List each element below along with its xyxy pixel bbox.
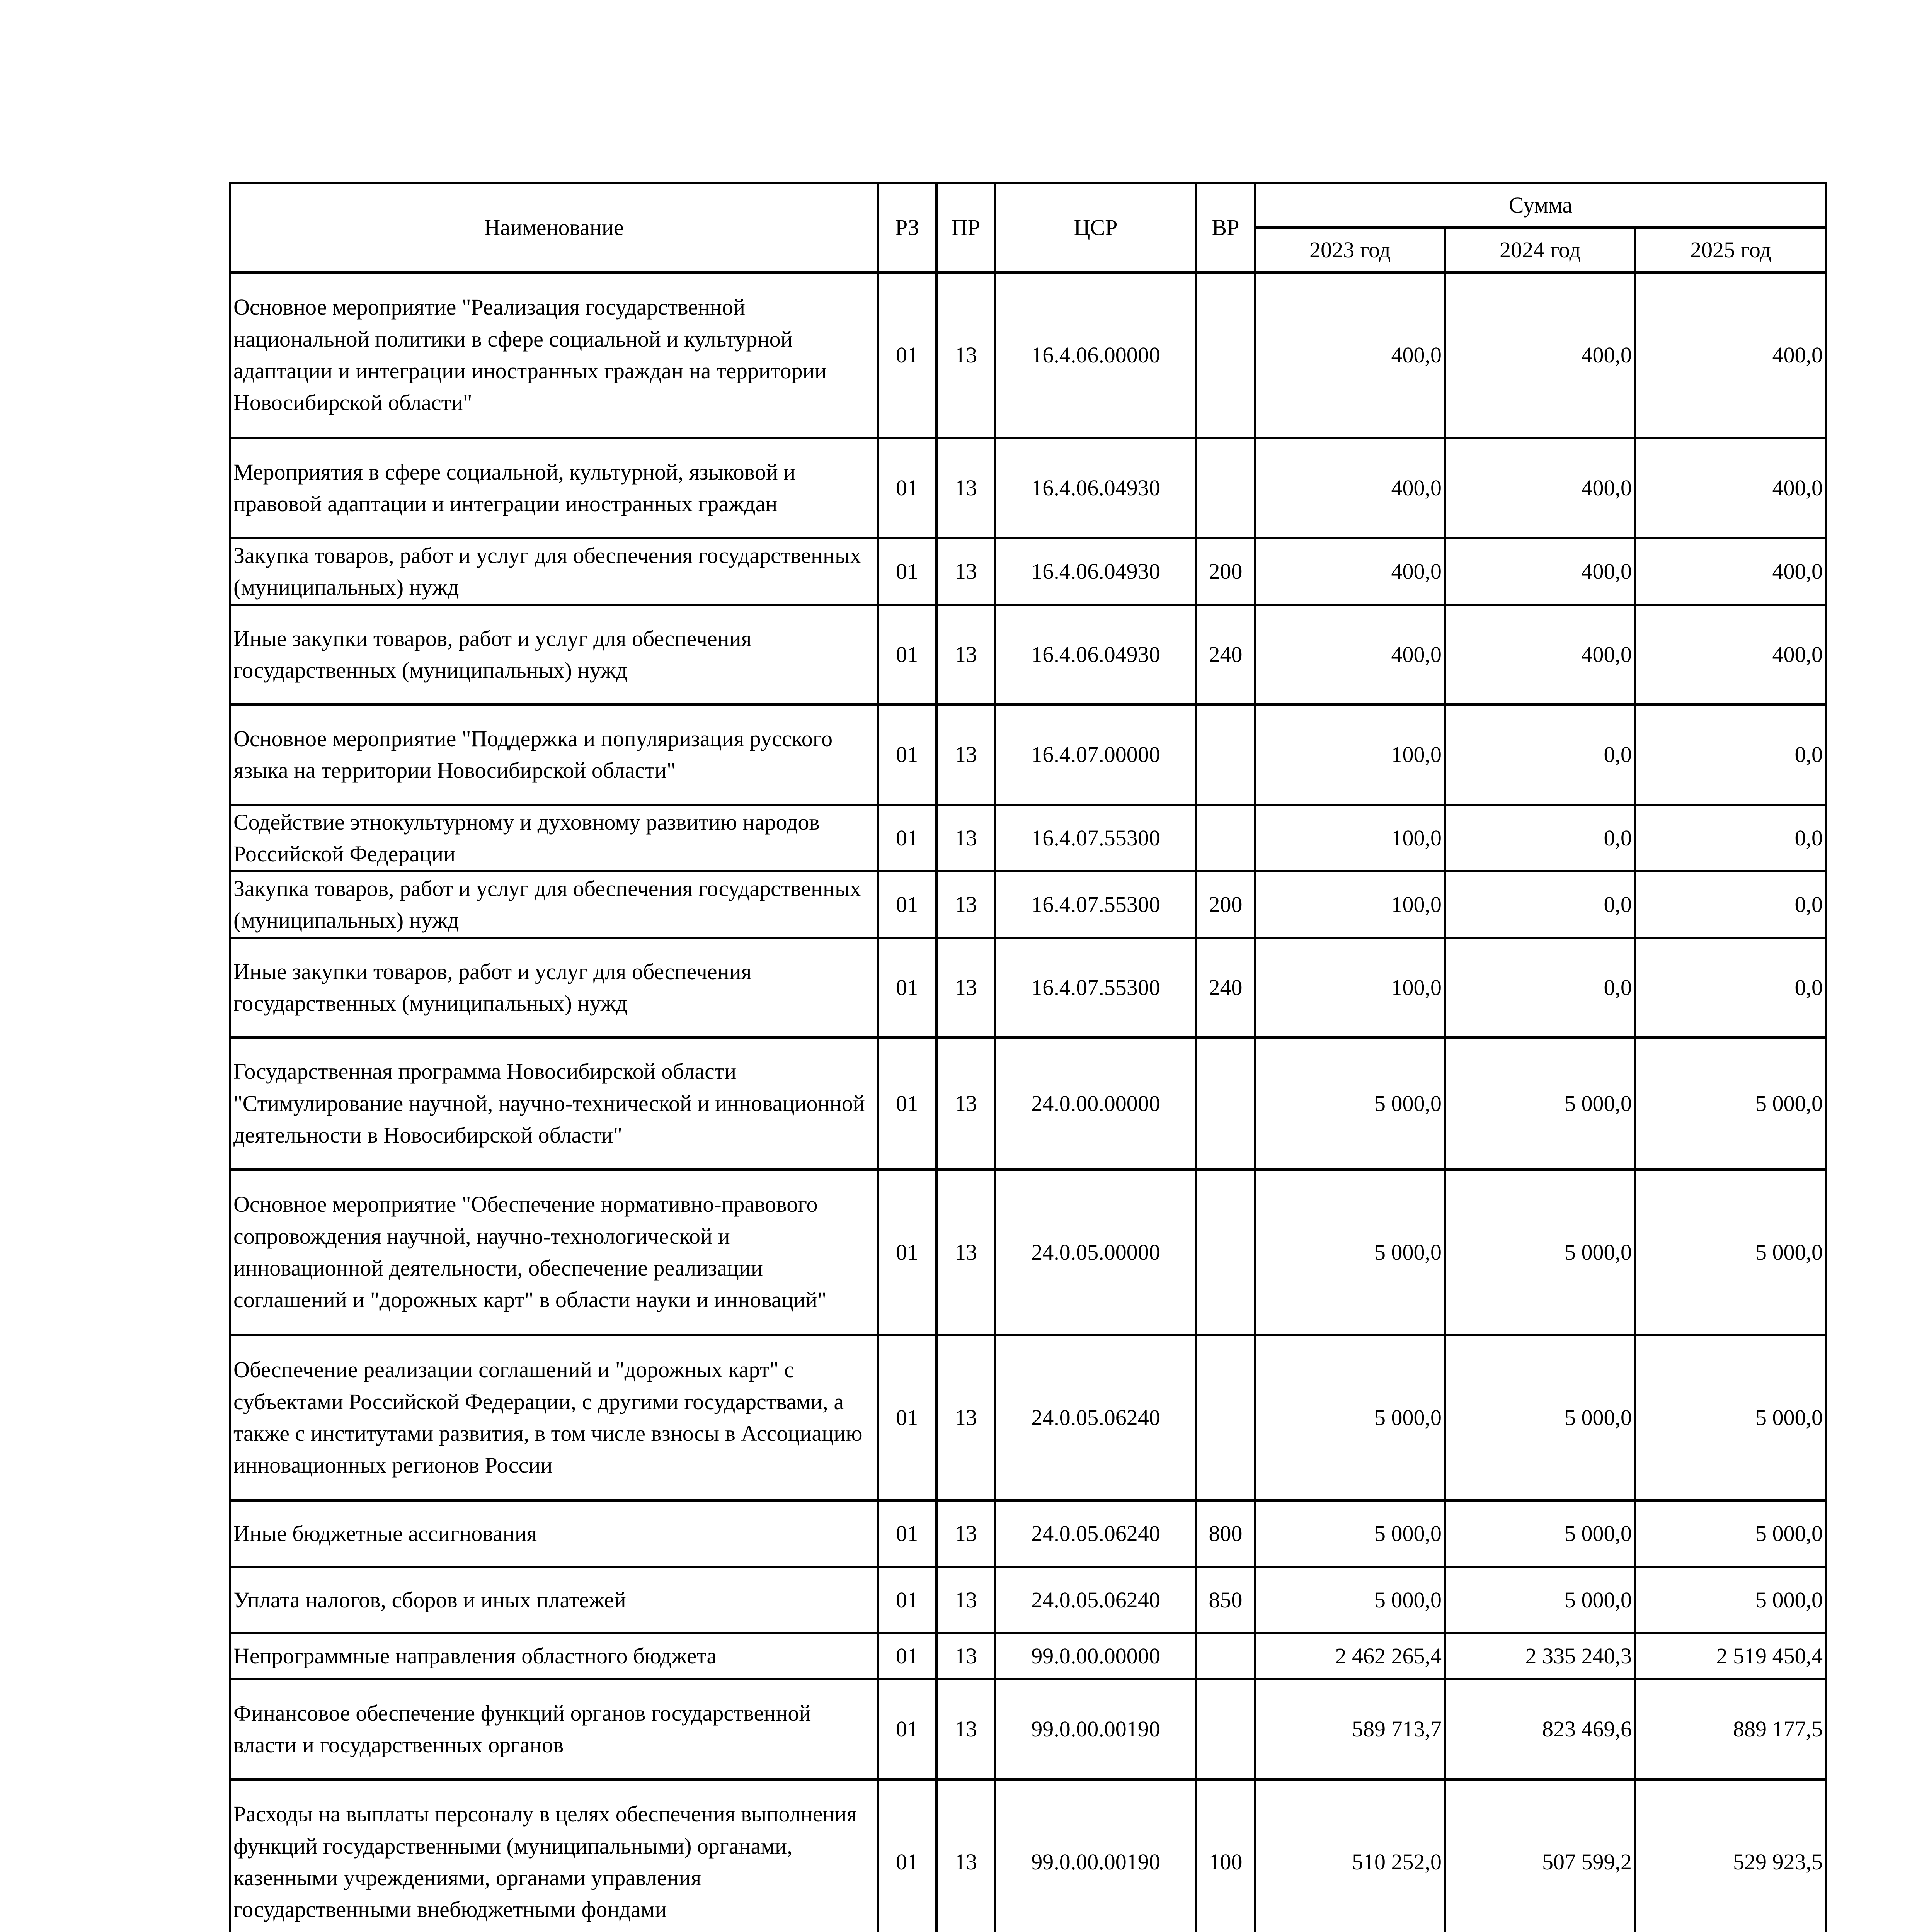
cell-vr: 100 xyxy=(1196,1779,1255,1932)
cell-2025: 0,0 xyxy=(1635,704,1826,805)
cell-2025: 5 000,0 xyxy=(1635,1037,1826,1170)
cell-2024: 0,0 xyxy=(1445,805,1635,871)
cell-vr xyxy=(1196,438,1255,538)
cell-name: Иные закупки товаров, работ и услуг для обеспечения государственных (муниципальных) нужд xyxy=(230,605,878,704)
cell-2023: 400,0 xyxy=(1255,538,1445,605)
cell-2023: 100,0 xyxy=(1255,704,1445,805)
header-sum: Сумма xyxy=(1255,183,1826,228)
cell-pr: 13 xyxy=(936,1037,995,1170)
table-row xyxy=(230,1500,1826,1567)
cell-2024: 0,0 xyxy=(1445,871,1635,938)
table-row xyxy=(230,605,1826,704)
cell-rz: 01 xyxy=(878,805,936,871)
cell-rz: 01 xyxy=(878,938,936,1037)
cell-rz: 01 xyxy=(878,871,936,938)
cell-2023: 5 000,0 xyxy=(1255,1170,1445,1335)
cell-vr: 850 xyxy=(1196,1567,1255,1633)
cell-vr xyxy=(1196,272,1255,438)
cell-name: Закупка товаров, работ и услуг для обеспечения государственных (муниципальных) нужд xyxy=(230,871,878,938)
cell-csr: 16.4.06.04930 xyxy=(995,605,1196,704)
cell-vr xyxy=(1196,1170,1255,1335)
cell-csr: 24.0.05.06240 xyxy=(995,1500,1196,1567)
cell-2024: 400,0 xyxy=(1445,438,1635,538)
cell-csr: 24.0.05.06240 xyxy=(995,1567,1196,1633)
cell-2025: 5 000,0 xyxy=(1635,1567,1826,1633)
cell-pr: 13 xyxy=(936,538,995,605)
cell-2024: 2 335 240,3 xyxy=(1445,1633,1635,1679)
header-year-2025: 2025 год xyxy=(1635,228,1826,272)
header-rz: РЗ xyxy=(878,183,936,272)
cell-pr: 13 xyxy=(936,438,995,538)
cell-2023: 100,0 xyxy=(1255,805,1445,871)
cell-2024: 5 000,0 xyxy=(1445,1037,1635,1170)
table-row xyxy=(230,1037,1826,1170)
header-pr: ПР xyxy=(936,183,995,272)
table-row xyxy=(230,438,1826,538)
cell-rz: 01 xyxy=(878,1567,936,1633)
cell-csr: 16.4.06.04930 xyxy=(995,538,1196,605)
cell-name: Финансовое обеспечение функций органов государственной власти и государственных органов xyxy=(230,1679,878,1779)
cell-2023: 100,0 xyxy=(1255,871,1445,938)
cell-vr xyxy=(1196,1037,1255,1170)
cell-2023: 400,0 xyxy=(1255,438,1445,538)
cell-csr: 16.4.07.00000 xyxy=(995,704,1196,805)
header-name: Наименование xyxy=(230,183,878,272)
cell-2025: 5 000,0 xyxy=(1635,1335,1826,1500)
cell-vr: 800 xyxy=(1196,1500,1255,1567)
cell-csr: 16.4.06.04930 xyxy=(995,438,1196,538)
cell-name: Иные закупки товаров, работ и услуг для обеспечения государственных (муниципальных) нужд xyxy=(230,938,878,1037)
header-vr: ВР xyxy=(1196,183,1255,272)
cell-name: Иные бюджетные ассигнования xyxy=(230,1500,878,1567)
cell-2024: 400,0 xyxy=(1445,272,1635,438)
cell-csr: 16.4.07.55300 xyxy=(995,871,1196,938)
cell-2024: 507 599,2 xyxy=(1445,1779,1635,1932)
cell-2023: 5 000,0 xyxy=(1255,1037,1445,1170)
cell-name: Основное мероприятие "Реализация государственной национальной политики в сфере социальной и культурной адаптации и интеграции иностранных граждан на территории Новосибирской области" xyxy=(230,272,878,438)
table-body xyxy=(230,272,1826,1932)
cell-pr: 13 xyxy=(936,1567,995,1633)
cell-2024: 0,0 xyxy=(1445,704,1635,805)
cell-pr: 13 xyxy=(936,1779,995,1932)
cell-2025: 5 000,0 xyxy=(1635,1500,1826,1567)
table-row xyxy=(230,1679,1826,1779)
cell-2025: 529 923,5 xyxy=(1635,1779,1826,1932)
cell-rz: 01 xyxy=(878,1037,936,1170)
cell-vr xyxy=(1196,1633,1255,1679)
cell-name: Основное мероприятие "Обеспечение нормативно-правового сопровождения научной, научно-технологической и инновационной деятельности, обеспечение реализации соглашений и "дорожных карт" в области науки и инноваций" xyxy=(230,1170,878,1335)
cell-2025: 0,0 xyxy=(1635,805,1826,871)
table-row xyxy=(230,704,1826,805)
cell-pr: 13 xyxy=(936,1679,995,1779)
cell-vr: 200 xyxy=(1196,871,1255,938)
cell-2024: 823 469,6 xyxy=(1445,1679,1635,1779)
cell-2023: 5 000,0 xyxy=(1255,1500,1445,1567)
cell-pr: 13 xyxy=(936,805,995,871)
cell-2023: 100,0 xyxy=(1255,938,1445,1037)
cell-2024: 5 000,0 xyxy=(1445,1567,1635,1633)
table-row xyxy=(230,1335,1826,1500)
cell-csr: 16.4.07.55300 xyxy=(995,805,1196,871)
cell-2024: 400,0 xyxy=(1445,605,1635,704)
cell-2024: 5 000,0 xyxy=(1445,1170,1635,1335)
header-year-2024: 2024 год xyxy=(1445,228,1635,272)
cell-pr: 13 xyxy=(936,1500,995,1567)
table-row xyxy=(230,1633,1826,1679)
header-csr: ЦСР xyxy=(995,183,1196,272)
cell-rz: 01 xyxy=(878,605,936,704)
cell-2024: 5 000,0 xyxy=(1445,1500,1635,1567)
cell-2025: 2 519 450,4 xyxy=(1635,1633,1826,1679)
table-row xyxy=(230,272,1826,438)
cell-rz: 01 xyxy=(878,1679,936,1779)
table-row xyxy=(230,938,1826,1037)
header-year-2023: 2023 год xyxy=(1255,228,1445,272)
cell-2023: 5 000,0 xyxy=(1255,1335,1445,1500)
cell-rz: 01 xyxy=(878,272,936,438)
cell-rz: 01 xyxy=(878,1633,936,1679)
cell-vr xyxy=(1196,704,1255,805)
cell-2025: 0,0 xyxy=(1635,871,1826,938)
cell-2023: 400,0 xyxy=(1255,272,1445,438)
cell-2023: 510 252,0 xyxy=(1255,1779,1445,1932)
cell-name: Основное мероприятие "Поддержка и популяризация русского языка на территории Новосибирской области" xyxy=(230,704,878,805)
table-row xyxy=(230,805,1826,871)
cell-csr: 16.4.06.00000 xyxy=(995,272,1196,438)
cell-2023: 5 000,0 xyxy=(1255,1567,1445,1633)
cell-vr xyxy=(1196,805,1255,871)
cell-name: Обеспечение реализации соглашений и "дорожных карт" с субъектами Российской Федерации, с другими государствами, а также с институтами развития, в том числе взносы в Ассоциацию инновационных регионов России xyxy=(230,1335,878,1500)
cell-2025: 5 000,0 xyxy=(1635,1170,1826,1335)
cell-rz: 01 xyxy=(878,1500,936,1567)
cell-csr: 16.4.07.55300 xyxy=(995,938,1196,1037)
cell-2024: 0,0 xyxy=(1445,938,1635,1037)
table-row xyxy=(230,1170,1826,1335)
cell-name: Закупка товаров, работ и услуг для обеспечения государственных (муниципальных) нужд xyxy=(230,538,878,605)
cell-rz: 01 xyxy=(878,438,936,538)
cell-2024: 5 000,0 xyxy=(1445,1335,1635,1500)
cell-2023: 589 713,7 xyxy=(1255,1679,1445,1779)
cell-2023: 2 462 265,4 xyxy=(1255,1633,1445,1679)
cell-csr: 99.0.00.00000 xyxy=(995,1633,1196,1679)
cell-pr: 13 xyxy=(936,938,995,1037)
cell-rz: 01 xyxy=(878,704,936,805)
cell-pr: 13 xyxy=(936,704,995,805)
cell-pr: 13 xyxy=(936,1633,995,1679)
cell-pr: 13 xyxy=(936,272,995,438)
cell-pr: 13 xyxy=(936,605,995,704)
cell-2025: 0,0 xyxy=(1635,938,1826,1037)
cell-csr: 24.0.05.00000 xyxy=(995,1170,1196,1335)
cell-2025: 400,0 xyxy=(1635,438,1826,538)
cell-2025: 400,0 xyxy=(1635,605,1826,704)
cell-name: Содействие этнокультурному и духовному развитию народов Российской Федерации xyxy=(230,805,878,871)
cell-csr: 99.0.00.00190 xyxy=(995,1679,1196,1779)
cell-2024: 400,0 xyxy=(1445,538,1635,605)
table-row xyxy=(230,871,1826,938)
cell-name: Мероприятия в сфере социальной, культурной, языковой и правовой адаптации и интеграции иностранных граждан xyxy=(230,438,878,538)
cell-rz: 01 xyxy=(878,1335,936,1500)
cell-csr: 99.0.00.00190 xyxy=(995,1779,1196,1932)
header-row xyxy=(230,183,1826,228)
budget-table xyxy=(229,182,1827,1932)
cell-vr: 200 xyxy=(1196,538,1255,605)
cell-rz: 01 xyxy=(878,1170,936,1335)
cell-vr: 240 xyxy=(1196,605,1255,704)
cell-pr: 13 xyxy=(936,1335,995,1500)
cell-2025: 400,0 xyxy=(1635,272,1826,438)
cell-vr xyxy=(1196,1679,1255,1779)
cell-csr: 24.0.05.06240 xyxy=(995,1335,1196,1500)
cell-name: Непрограммные направления областного бюджета xyxy=(230,1633,878,1679)
cell-2025: 400,0 xyxy=(1635,538,1826,605)
table-row xyxy=(230,538,1826,605)
cell-pr: 13 xyxy=(936,1170,995,1335)
cell-pr: 13 xyxy=(936,871,995,938)
cell-rz: 01 xyxy=(878,538,936,605)
cell-csr: 24.0.00.00000 xyxy=(995,1037,1196,1170)
cell-rz: 01 xyxy=(878,1779,936,1932)
cell-vr: 240 xyxy=(1196,938,1255,1037)
cell-2023: 400,0 xyxy=(1255,605,1445,704)
table-row xyxy=(230,1779,1826,1932)
cell-name: Расходы на выплаты персоналу в целях обеспечения выполнения функций государственными (муниципальными) органами, казенными учреждениями, органами управления государственными внебюджетными фондами xyxy=(230,1779,878,1932)
table-row xyxy=(230,1567,1826,1633)
cell-2025: 889 177,5 xyxy=(1635,1679,1826,1779)
cell-name: Уплата налогов, сборов и иных платежей xyxy=(230,1567,878,1633)
cell-vr xyxy=(1196,1335,1255,1500)
cell-name: Государственная программа Новосибирской области "Стимулирование научной, научно-технической и инновационной деятельности в Новосибирской области" xyxy=(230,1037,878,1170)
